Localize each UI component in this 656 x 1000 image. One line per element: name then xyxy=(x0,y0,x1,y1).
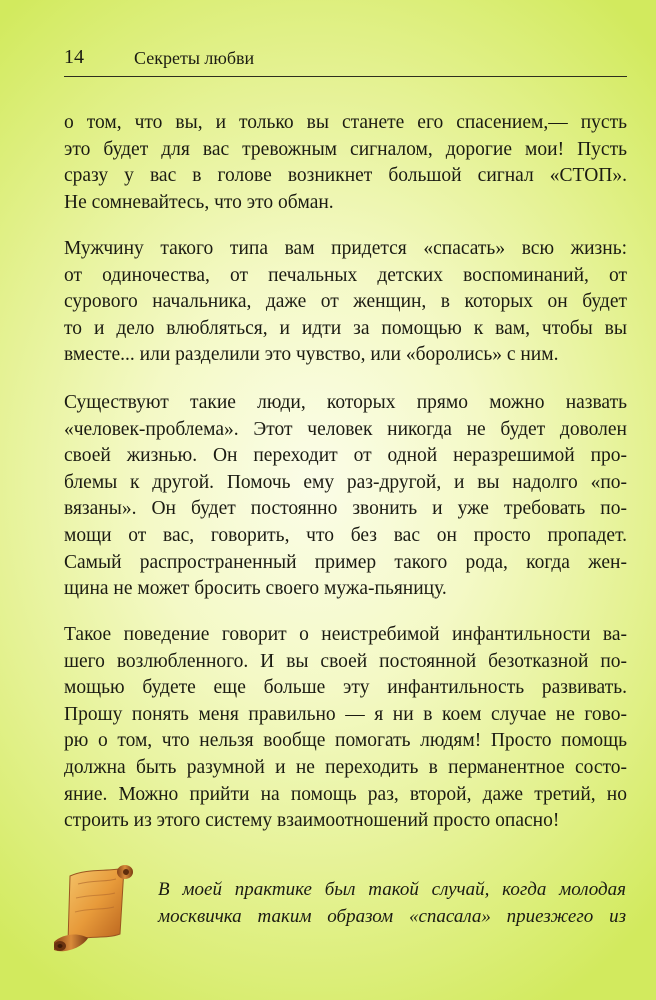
text-line: сразу у вас в голове возникнет большой сигнал «СТОП». xyxy=(64,165,627,187)
text-line: москвичка таким образом «спасала» приезжего из xyxy=(158,906,626,927)
page-header xyxy=(64,44,627,80)
text-line: «человек-проблема». Этот человек никогда не будет доволен xyxy=(64,418,627,440)
text-line: Не сомневайтесь, что это обман. xyxy=(64,191,334,213)
running-title: Секреты любви xyxy=(134,48,255,68)
text-line: строить из этого систему взаимоотношений просто опасно! xyxy=(64,810,560,832)
text-line: мощи от вас, говорить, что без вас он просто пропадет. xyxy=(64,524,627,546)
paragraph-2 xyxy=(64,236,627,369)
text-line: Мужчину такого типа вам придется «спасать» всю жизнь: xyxy=(64,238,627,259)
text-line: это будет для вас тревожным сигналом, дорогие мои! Пусть xyxy=(64,138,627,160)
text-line: мощью будете еще больше эту инфантильность развивать. xyxy=(64,677,627,699)
paragraph-1 xyxy=(64,110,627,216)
text-line: Существуют такие люди, которых прямо можно назвать xyxy=(64,392,627,413)
text-line: от одиночества, от печальных детских воспоминаний, от xyxy=(64,264,627,286)
text-line: щина не может бросить своего мужа-пьяницу. xyxy=(64,578,447,600)
paragraph-4 xyxy=(64,622,627,835)
header-rule xyxy=(64,76,627,77)
text-line: рю о том, что нельзя вообще помогать людям! Просто помощь xyxy=(64,730,627,752)
scroll-icon xyxy=(48,862,142,958)
text-line: Самый распространенный пример такого рода, когда жен- xyxy=(64,551,627,573)
text-line: вместе... или разделили это чувство, или «боролись» с ним. xyxy=(64,344,559,366)
text-line: должна быть разумной и не переходить в перманентное состо- xyxy=(64,756,627,778)
page-number: 14 xyxy=(64,46,84,68)
sidebar-note xyxy=(158,876,626,930)
text-line: то и дело влюбляться, и идти за помощью к вам, чтобы вы xyxy=(64,317,627,339)
paragraph-3 xyxy=(64,390,627,603)
text-line: Такое поведение говорит о неистребимой инфантильности ва- xyxy=(64,624,627,645)
text-line: шего возлюбленного. И вы своей постоянной безотказной по- xyxy=(64,650,627,672)
text-line: В моей практике был такой случай, когда молодая xyxy=(158,879,626,900)
text-line: своей жизнью. Он переходит от одной неразрешимой про- xyxy=(64,445,627,467)
text-line: вязаны». Он будет постоянно звонить и уже требовать по- xyxy=(64,498,627,520)
text-line: Прошу понять меня правильно — я ни в коем случае не гово- xyxy=(64,703,627,725)
text-line: о том, что вы, и только вы станете его спасением,— пусть xyxy=(64,112,627,133)
text-line: яние. Можно прийти на помощь раз, второй, даже третий, но xyxy=(64,783,627,805)
text-line: блемы к другой. Помочь ему раз-другой, и вы надолго «по- xyxy=(64,471,627,493)
text-line: сурового начальника, даже от женщин, в которых он будет xyxy=(64,291,627,313)
